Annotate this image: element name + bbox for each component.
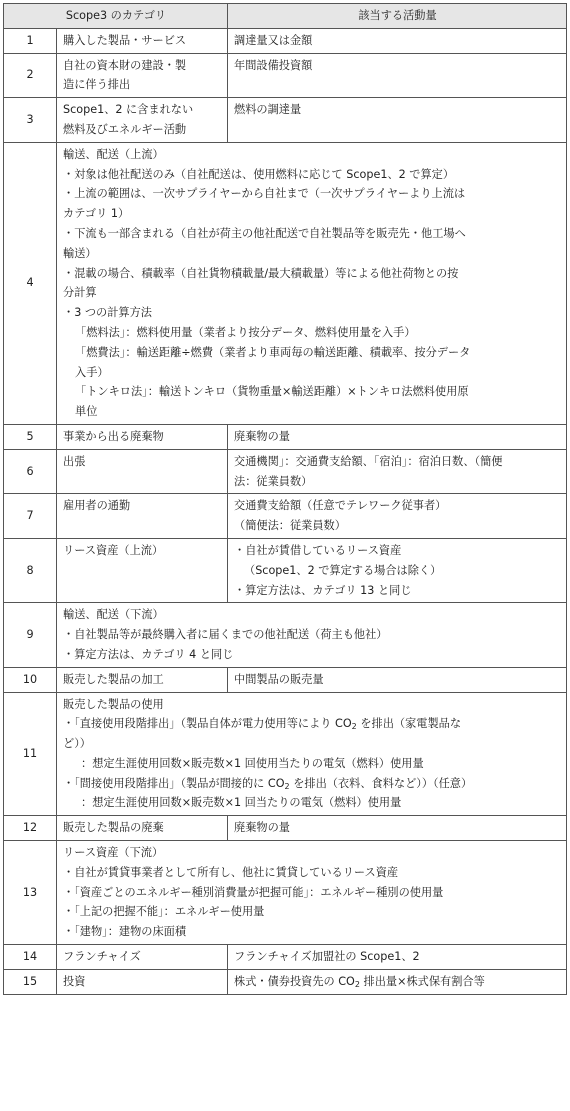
text-line: 自社の資本財の建設・製 xyxy=(63,58,187,72)
text-fragment: ・「間接使用段階排出」（製品が間接的に CO xyxy=(63,776,285,790)
row-number: 12 xyxy=(4,816,57,841)
text-line: ：想定生涯使用回数×販売数×1 回使用当たりの電気（燃料）使用量 xyxy=(81,756,424,770)
text-fragment: 排出量×株式保有割合等 xyxy=(359,974,485,988)
merged-description xyxy=(57,142,567,424)
table-row xyxy=(4,692,567,816)
text-line: ・算定方法は、カテゴリ 13 と同じ xyxy=(234,583,412,597)
category-name: リース資産（上流） xyxy=(57,538,228,602)
activity-amount: 燃料の調達量 xyxy=(228,98,567,143)
merged-description xyxy=(57,603,567,667)
text-line: ・自社製品等が最終購入者に届くまでの他社配送（荷主も他社） xyxy=(63,628,388,642)
text-line: 「燃費法」：輸送距離÷燃費（業者より車両毎の輸送距離、積載率、按分データ xyxy=(75,345,471,359)
text-fragment: ・「直接使用段階排出」（製品自体が電力使用等により CO xyxy=(63,717,352,731)
text-line: 分計算 xyxy=(63,286,97,300)
table-row xyxy=(4,98,567,143)
activity-amount: 廃棄物の量 xyxy=(228,424,567,449)
activity-amount xyxy=(228,538,567,602)
text-line: カテゴリ 1） xyxy=(63,207,130,221)
activity-amount: 中間製品の販売量 xyxy=(228,667,567,692)
table-row xyxy=(4,494,567,539)
text-fragment: を排出（家電製品な xyxy=(356,717,462,731)
table-row xyxy=(4,449,567,494)
row-number: 6 xyxy=(4,449,57,494)
text-fragment: 株式・債券投資先の CO xyxy=(234,974,355,988)
text-line: ・対象は他社配送のみ（自社配送は、使用燃料に応じて Scope1、2 で算定） xyxy=(63,167,455,181)
category-name: フランチャイズ xyxy=(57,945,228,970)
merged-description xyxy=(57,841,567,945)
text-line: 輸送） xyxy=(63,246,97,260)
subscript: 2 xyxy=(284,781,290,791)
activity-amount: フランチャイズ加盟社の Scope1、2 xyxy=(228,945,567,970)
text-line: 入手） xyxy=(75,365,109,379)
scope3-table xyxy=(3,3,567,995)
text-line: 単位 xyxy=(75,405,98,419)
text-line: 「トンキロ法」：輸送トンキロ（貨物重量×輸送距離）×トンキロ法燃料使用原 xyxy=(75,385,469,399)
table-row xyxy=(4,603,567,667)
row-number: 3 xyxy=(4,98,57,143)
text-line: ・算定方法は、カテゴリ 4 と同じ xyxy=(63,647,234,661)
text-line: ど）） xyxy=(63,737,91,751)
text-line: ：想定生涯使用回数×販売数×1 回当たりの電気（燃料）使用量 xyxy=(81,796,402,810)
text-fragment: を排出（衣料、食料など））（任意） xyxy=(289,776,473,790)
text-line: ・自社が賃貸事業者として所有し、他社に賃貸しているリース資産 xyxy=(63,865,399,879)
table-row xyxy=(4,28,567,53)
category-name xyxy=(57,53,228,98)
text-line: 「燃料法」：燃料使用量（業者より按分データ、燃料使用量を入手） xyxy=(75,325,416,339)
text-line: ・「資産ごとのエネルギー種別消費量が把握可能」：エネルギー種別の使用量 xyxy=(63,885,444,899)
category-name: 事業から出る廃棄物 xyxy=(57,424,228,449)
text-line: 造に伴う排出 xyxy=(63,78,131,92)
text-line: 販売した製品の使用 xyxy=(63,697,164,711)
table-row xyxy=(4,841,567,945)
activity-amount: 調達量又は金額 xyxy=(228,28,567,53)
row-number: 13 xyxy=(4,841,57,945)
category-name xyxy=(57,98,228,143)
row-number: 2 xyxy=(4,53,57,98)
header-category: Scope3 のカテゴリ xyxy=(4,4,228,29)
text-line: ・下流も一部含まれる（自社が荷主の他社配送で自社製品等を販売先・他工場へ xyxy=(63,226,466,240)
row-number: 8 xyxy=(4,538,57,602)
row-number: 4 xyxy=(4,142,57,424)
row-number: 11 xyxy=(4,692,57,816)
header-row xyxy=(4,4,567,29)
text-line: 燃料及びエネルギー活動 xyxy=(63,122,187,136)
text-line: 法：従業員数） xyxy=(234,474,313,488)
row-number: 9 xyxy=(4,603,57,667)
row-number: 15 xyxy=(4,969,57,994)
table-row xyxy=(4,816,567,841)
table-row xyxy=(4,142,567,424)
row-number: 7 xyxy=(4,494,57,539)
text-line: 輸送、配送（上流） xyxy=(63,147,164,161)
text-line: （簡便法：従業員数） xyxy=(234,519,346,533)
subscript: 2 xyxy=(354,979,360,989)
activity-amount: 廃棄物の量 xyxy=(228,816,567,841)
category-name: 販売した製品の廃棄 xyxy=(57,816,228,841)
table-row xyxy=(4,969,567,994)
text-line: 交通機関」：交通費支給額、「宿泊」：宿泊日数、（簡便 xyxy=(234,454,503,468)
table-row xyxy=(4,53,567,98)
text-line: ・混載の場合、積載率（自社貨物積載量/最大積載量）等による他社荷物との按 xyxy=(63,266,459,280)
text-line xyxy=(63,774,561,794)
merged-description xyxy=(57,692,567,816)
table-row xyxy=(4,945,567,970)
activity-amount xyxy=(228,969,567,994)
text-line: （Scope1、2 で算定する場合は除く） xyxy=(244,563,442,577)
text-line: ・上流の範囲は、一次サプライヤーから自社まで（一次サプライヤーより上流は xyxy=(63,187,466,201)
text-line: リース資産（下流） xyxy=(63,846,164,860)
row-number: 10 xyxy=(4,667,57,692)
text-line: 交通費支給額（任意でテレワーク従事者） xyxy=(234,499,447,513)
text-line: Scope1、2 に含まれない xyxy=(63,103,194,117)
subscript: 2 xyxy=(351,722,357,732)
row-number: 1 xyxy=(4,28,57,53)
text-line: ・「上記の把握不能」：エネルギー使用量 xyxy=(63,905,265,919)
table-row xyxy=(4,424,567,449)
text-line xyxy=(63,714,561,734)
category-name: 出張 xyxy=(57,449,228,494)
row-number: 5 xyxy=(4,424,57,449)
text-line: ・自社が賃借しているリース資産 xyxy=(234,543,402,557)
category-name: 投資 xyxy=(57,969,228,994)
text-line: ・「建物」：建物の床面積 xyxy=(63,925,187,939)
activity-amount xyxy=(228,494,567,539)
category-name: 販売した製品の加工 xyxy=(57,667,228,692)
row-number: 14 xyxy=(4,945,57,970)
text-line: ・3 つの計算方法 xyxy=(63,306,152,320)
activity-amount xyxy=(228,449,567,494)
category-name: 雇用者の通勤 xyxy=(57,494,228,539)
text-line: 輸送、配送（下流） xyxy=(63,608,164,622)
header-activity: 該当する活動量 xyxy=(228,4,567,29)
activity-amount: 年間設備投資額 xyxy=(228,53,567,98)
table-row xyxy=(4,538,567,602)
category-name: 購入した製品・サービス xyxy=(57,28,228,53)
table-row xyxy=(4,667,567,692)
